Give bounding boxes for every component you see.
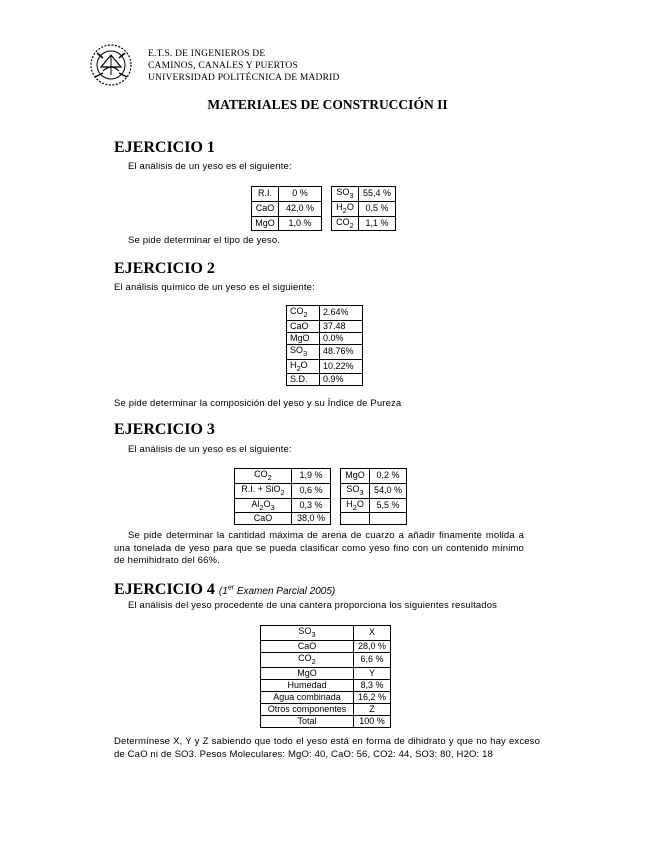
table-row <box>287 320 363 332</box>
table-cell: 0 % <box>279 187 322 202</box>
table-cell: 0,3 % <box>292 498 331 513</box>
exercise-2-intro: El análisis químico de un yeso es el siguiente: <box>114 282 315 293</box>
table-cell <box>287 359 320 374</box>
table-cell <box>235 498 292 513</box>
table-cell: 0,5 % <box>359 201 396 216</box>
table-cell <box>261 626 354 641</box>
table-cell: CaO <box>287 320 320 332</box>
table-cell: 16,2 % <box>354 691 391 703</box>
formula: $H_2O$ <box>346 498 364 512</box>
formula: $CO_2$ <box>336 216 354 230</box>
table-row <box>287 359 363 374</box>
exercise-4-intro: El análisis del yeso procedente de una cantera proporciona los siguientes resultados <box>128 600 498 611</box>
table-cell: Agua combinada <box>261 691 354 703</box>
table-cell: 1,1 % <box>359 216 396 231</box>
table-cell: 37.48 <box>320 320 363 332</box>
institution-line: UNIVERSIDAD POLITÉCNICA DE MADRID <box>148 73 340 83</box>
table-row <box>252 201 396 216</box>
table-cell <box>287 344 320 359</box>
document-title: MATERIALES DE CONSTRUCCIÓN II <box>207 97 448 112</box>
table-cell: R.I. <box>252 187 279 202</box>
table-row <box>261 640 391 652</box>
table-row <box>261 715 391 727</box>
exercise-3-table <box>234 468 407 525</box>
table-row <box>261 691 391 703</box>
table-cell: S.D. <box>287 374 320 386</box>
table-cell <box>341 483 370 498</box>
table-cell <box>332 216 359 231</box>
table-cell: MgO <box>341 469 370 484</box>
table-row <box>261 679 391 691</box>
table-cell: Z <box>354 703 391 715</box>
table-cell <box>332 187 359 202</box>
table-cell <box>261 652 354 667</box>
exercise-4-subtitle: (1er Examen Parcial 2005) <box>218 584 336 597</box>
table-cell: 1,9 % <box>292 469 331 484</box>
formula: $SO_3$ <box>346 483 364 497</box>
table-cell: MgO <box>287 332 320 344</box>
formula: R.I. + SiO$_2$ <box>241 483 285 497</box>
table-row <box>261 667 391 679</box>
formula: $CO_2$ <box>254 469 272 482</box>
exercise-1-question: Se pide determinar el tipo de yeso. <box>128 235 281 246</box>
table-cell: Humedad <box>261 679 354 691</box>
exercise-4-heading <box>114 581 335 599</box>
formula: $H_2O$ <box>290 359 308 373</box>
table-cell <box>332 201 359 216</box>
table-cell: X <box>354 626 391 641</box>
formula: $SO_3$ <box>298 626 316 639</box>
formula: $SO_3$ <box>290 344 308 358</box>
exercise-4-table <box>260 625 391 728</box>
table-cell: 42,0 % <box>279 201 322 216</box>
table-cell: 10.22% <box>320 359 363 374</box>
table-row <box>261 703 391 715</box>
table-cell: CaO <box>261 640 354 652</box>
table-row <box>235 483 407 498</box>
table-cell: Otros componentes <box>261 703 354 715</box>
exercise-3-intro: El análisis de un yeso es el siguiente: <box>128 444 292 455</box>
table-cell: 0.0% <box>320 332 363 344</box>
table-cell <box>341 513 370 525</box>
formula: $CO_2$ <box>290 306 308 319</box>
exercise-1-intro: El análisis de un yeso es el siguiente: <box>128 161 292 172</box>
table-cell <box>235 469 292 484</box>
table-row <box>252 216 396 231</box>
table-cell: 5,5 % <box>370 498 407 513</box>
formula: $Al_2O_3$ <box>251 498 275 512</box>
table-cell: 55,4 % <box>359 187 396 202</box>
table-row <box>287 332 363 344</box>
table-cell: 0.9% <box>320 374 363 386</box>
exercise-2-question: Se pide determinar la composición del yeso y su Índice de Pureza <box>114 398 402 409</box>
table-cell <box>287 306 320 321</box>
exercise-3-question: Se pide determinar la cantidad máxima de arena de cuarzo a añadir finamente molida a una tonelada de yeso para que se pueda clasificar como yeso fino con un contenido mínimo de hemihidrato del 66%. <box>114 530 524 566</box>
table-cell: 0,2 % <box>370 469 407 484</box>
university-seal-logo <box>89 43 133 87</box>
table-cell: Total <box>261 715 354 727</box>
table-cell: 38,0 % <box>292 513 331 525</box>
table-row <box>287 306 363 321</box>
table-cell: 48.76% <box>320 344 363 359</box>
table-row <box>252 187 396 202</box>
formula: $H_2O$ <box>336 201 354 215</box>
exercise-2-heading: EJERCICIO 2 <box>114 260 215 277</box>
table-cell: 2.64% <box>320 306 363 321</box>
table-cell: 100 % <box>354 715 391 727</box>
table-row <box>287 374 363 386</box>
table-cell <box>235 483 292 498</box>
table-cell: 54,0 % <box>370 483 407 498</box>
institution-line: CAMINOS, CANALES Y PUERTOS <box>148 61 298 71</box>
table-row <box>235 469 407 484</box>
exercise-1-heading: EJERCICIO 1 <box>114 139 215 156</box>
formula: $CO_2$ <box>298 652 316 666</box>
table-cell: 6,6 % <box>354 652 391 667</box>
formula: $SO_3$ <box>336 187 354 200</box>
exercise-3-heading: EJERCICIO 3 <box>114 421 215 438</box>
table-row <box>261 626 391 641</box>
table-row <box>261 652 391 667</box>
institution-name <box>148 48 340 84</box>
table-cell: 28,0 % <box>354 640 391 652</box>
table-row <box>235 513 407 525</box>
table-cell: MgO <box>261 667 354 679</box>
table-cell: Y <box>354 667 391 679</box>
table-cell: CaO <box>252 201 279 216</box>
table-cell <box>370 513 407 525</box>
exercise-1-table <box>251 186 396 231</box>
table-cell: 8,3 % <box>354 679 391 691</box>
exercise-4-title: EJERCICIO 4 <box>114 581 215 598</box>
exercise-2-table <box>286 305 363 386</box>
table-cell <box>341 498 370 513</box>
exercise-4-question: Determínese X, Y y Z sabiendo que todo el yeso está en forma de dihidrato y que no hay exceso de CaO ni de SO3. Pesos Moleculares: MgO: 40, CaO: 56, CO2: 44, SO3: 80, H2O: 18 <box>114 736 540 760</box>
table-cell: 0,6 % <box>292 483 331 498</box>
table-cell: 1,0 % <box>279 216 322 231</box>
table-cell: MgO <box>252 216 279 231</box>
table-cell: CaO <box>235 513 292 525</box>
table-row <box>235 498 407 513</box>
institution-line: E.T.S. DE INGENIEROS DE <box>148 49 266 59</box>
table-row <box>287 344 363 359</box>
